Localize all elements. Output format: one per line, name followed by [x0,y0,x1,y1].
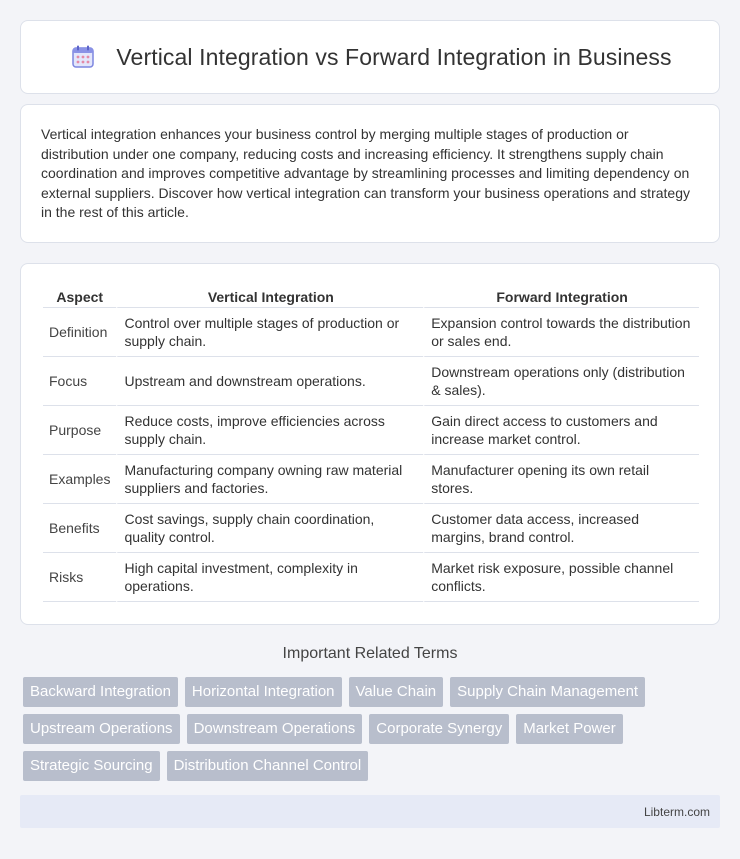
row-forward: Gain direct access to customers and increase market control. [423,406,699,455]
intro-paragraph: Vertical integration enhances your business control by merging multiple stages of production or distribution under one company, reducing costs and increasing efficiency. It strengthens supply chain coordination and improves competitive advantage by streamlining processes and limiting dependency on external suppliers. Discover how vertical integration can transform your business operations and strategy in the rest of this article. [41,126,690,221]
intro-card [20,104,720,243]
tag-backward-integration[interactable]: Backward Integration [23,677,178,707]
tag-corporate-synergy[interactable]: Corporate Synergy [369,714,509,744]
tag-market-power[interactable]: Market Power [516,714,623,744]
calendar-grid-icon [68,42,98,72]
table-row [43,553,699,602]
row-vertical: High capital investment, complexity in operations. [116,553,423,602]
row-aspect: Focus [43,357,116,406]
row-aspect: Purpose [43,406,116,455]
tag-horizontal-integration[interactable]: Horizontal Integration [185,677,342,707]
comparison-table-card [20,263,720,625]
tag-downstream-operations[interactable]: Downstream Operations [187,714,363,744]
header-card [20,20,720,94]
row-vertical: Control over multiple stages of production or supply chain. [116,308,423,357]
table-row [43,406,699,455]
related-terms-title: Important Related Terms [282,645,458,662]
table-row [43,504,699,553]
row-vertical: Cost savings, supply chain coordination, quality control. [116,504,423,553]
header-aspect: Aspect [43,284,116,308]
row-forward: Expansion control towards the distribution or sales end. [423,308,699,357]
tag-supply-chain-management[interactable]: Supply Chain Management [450,677,645,707]
table-row [43,455,699,504]
related-terms-list [23,677,723,781]
row-aspect: Examples [43,455,116,504]
row-forward: Customer data access, increased margins, brand control. [423,504,699,553]
page-title: Vertical Integration vs Forward Integration in Business [116,43,672,70]
row-vertical: Upstream and downstream operations. [116,357,423,406]
footer [20,795,720,828]
tag-strategic-sourcing[interactable]: Strategic Sourcing [23,751,160,781]
row-aspect: Risks [43,553,116,602]
row-aspect: Benefits [43,504,116,553]
row-forward: Market risk exposure, possible channel conflicts. [423,553,699,602]
table-row [43,308,699,357]
table-header-row [43,284,699,308]
table-row [43,357,699,406]
footer-brand-link[interactable]: Libterm.com [643,804,710,819]
header-forward-integration: Forward Integration [423,284,699,308]
header-vertical-integration: Vertical Integration [116,284,423,308]
row-aspect: Definition [43,308,116,357]
tag-distribution-channel-control[interactable]: Distribution Channel Control [167,751,369,781]
tag-value-chain[interactable]: Value Chain [349,677,444,707]
row-vertical: Reduce costs, improve efficiencies across supply chain. [116,406,423,455]
comparison-table [43,284,699,602]
row-vertical: Manufacturing company owning raw material suppliers and factories. [116,455,423,504]
row-forward: Manufacturer opening its own retail stores. [423,455,699,504]
tag-upstream-operations[interactable]: Upstream Operations [23,714,180,744]
row-forward: Downstream operations only (distribution & sales). [423,357,699,406]
